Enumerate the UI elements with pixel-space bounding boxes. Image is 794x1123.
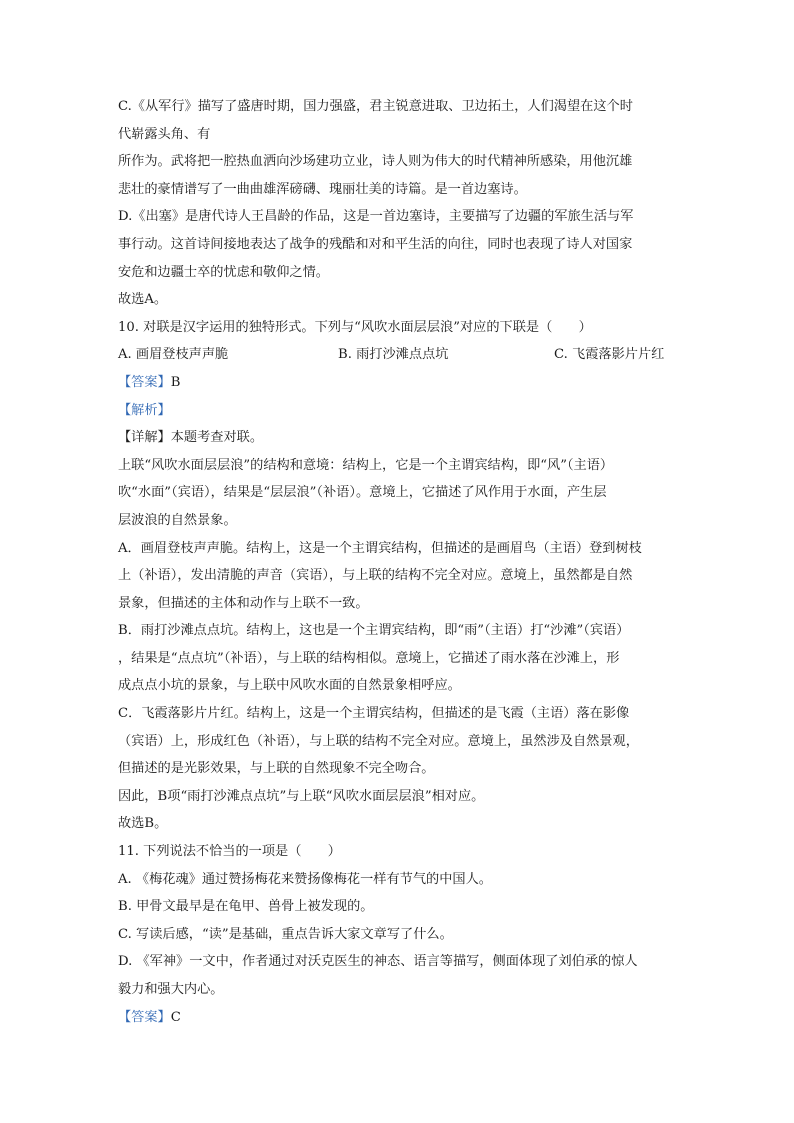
question-11-option-d-line-2: 毅力和强大内心。 <box>118 982 224 997</box>
detail-line: B．雨打沙滩点点坑。结构上，这也是一个主谓宾结构，即“雨”（主语）打“沙滩”（宾语） <box>118 623 630 639</box>
question-11-answer <box>118 1004 678 1032</box>
answer-value: C <box>170 1009 181 1025</box>
question-10-answer <box>118 369 678 397</box>
detail-line: 吹“水面”（宾语），结果是“层层浪”（补语）。意境上，它描述了风作用于水面，产生层 <box>118 485 607 501</box>
question-10-options <box>118 341 678 369</box>
answer-value: B <box>170 374 181 390</box>
detail-line: ，结果是“点点坑”（补语），与上联的结构相似。意境上，它描述了雨水落在沙滩上，形 <box>118 650 620 666</box>
detail-line: 层波浪的自然景象。 <box>118 512 237 528</box>
answer-tag: 【答案】 <box>118 1009 171 1025</box>
detail-line: 上（补语），发出清脆的声音（宾语），与上联的结构不完全对应。意境上，虽然都是自然 <box>118 568 633 584</box>
analysis-tag: 【解析】 <box>118 402 171 418</box>
analysis-c-line-3: 所作为。武将把一腔热血洒向沙场建功立业，诗人则为伟大的时代精神所感染，用他沉雄 <box>118 154 633 170</box>
analysis-d-line-1: D.《出塞》是唐代诗人王昌龄的作品，这是一首边塞诗，主要描写了边疆的军旅生活与军 <box>118 209 634 225</box>
question-11-option-b: B. 甲骨文最早是在龟甲、兽骨上被发现的。 <box>118 899 374 915</box>
question-10-analysis-heading <box>118 397 678 425</box>
detail-line: （宾语）上，形成红色（补语），与上联的结构不完全对应。意境上，虽然涉及自然景观， <box>118 733 639 749</box>
question-11-stem: 11. 下列说法不恰当的一项是（ ） <box>118 844 341 860</box>
analysis-c-line-4: 悲壮的豪情谱写了一曲曲雄浑磅礴、瑰丽壮美的诗篇。是一首边塞诗。 <box>118 181 527 197</box>
detail-line: 成点点小坑的景象，与上联中风吹水面的自然景象相呼应。 <box>118 678 461 694</box>
question-10-option-a: A. 画眉登枝声声脆 <box>118 347 229 363</box>
detail-intro: 本题考查对联。 <box>170 430 264 446</box>
analysis-conclusion: 故选A。 <box>118 292 168 308</box>
question-10-option-b: B. 雨打沙滩点点坑 <box>338 347 449 363</box>
analysis-d-line-2: 事行动。这首诗间接地表达了战争的残酷和对和平生活的向往，同时也表现了诗人对国家 <box>118 236 633 252</box>
detail-tag: 【详解】 <box>118 430 171 446</box>
detail-line: 故选B。 <box>118 816 168 832</box>
question-10-detail <box>118 424 678 452</box>
analysis-c-line-2: 代崭露头角、有 <box>118 126 211 142</box>
detail-line: C．飞霞落影片片红。结构上，这是一个主谓宾结构，但描述的是飞霞（主语）落在影像 <box>118 706 630 722</box>
detail-line: 景象，但描述的主体和动作与上联不一致。 <box>118 595 369 611</box>
detail-line: 上联“风吹水面层层浪”的结构和意境：结构上，它是一个主谓宾结构，即“风”（主语） <box>118 457 614 473</box>
analysis-c-line-1: C.《从军行》描写了盛唐时期，国力强盛，君主锐意进取、卫边拓土，人们渴望在这个时 <box>118 99 633 114</box>
question-11-option-a: A. 《梅花魂》通过赞扬梅花来赞扬像梅花一样有节气的中国人。 <box>118 871 492 887</box>
detail-line: 因此，B项“雨打沙滩点点坑”与上联“风吹水面层层浪”相对应。 <box>118 788 485 804</box>
analysis-d-line-3: 安危和边疆士卒的忧虑和敬仰之情。 <box>118 264 329 280</box>
document-page <box>118 93 678 1031</box>
question-10-option-c: C. 飞霞落影片片红 <box>554 347 665 363</box>
answer-tag: 【答案】 <box>118 374 171 390</box>
question-10-stem: 10. 对联是汉字运用的独特形式。下列与“风吹水面层层浪”对应的下联是（ ） <box>118 319 592 335</box>
detail-line: A．画眉登枝声声脆。结构上，这是一个主谓宾结构，但描述的是画眉鸟（主语）登到树枝 <box>118 540 642 556</box>
question-11-option-c: C. 写读后感，“读”是基础，重点告诉大家文章写了什么。 <box>118 926 453 942</box>
detail-line: 但描述的是光影效果，与上联的自然现象不完全吻合。 <box>118 761 435 777</box>
question-11-option-d-line-1: D. 《军神》一文中，作者通过对沃克医生的神态、语言等描写，侧面体现了刘伯承的惊人 <box>118 954 638 970</box>
